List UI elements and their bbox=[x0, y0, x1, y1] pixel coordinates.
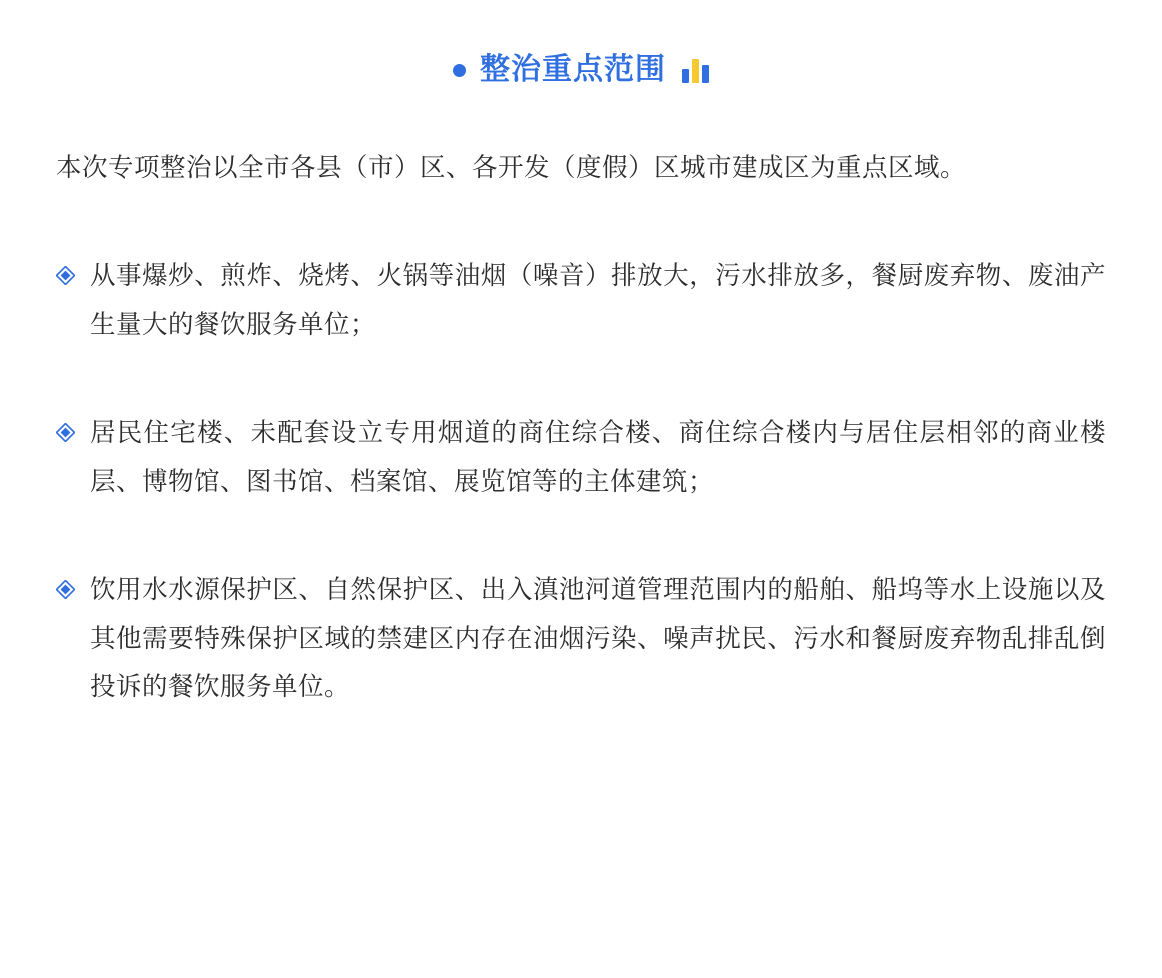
diamond-bullet-icon bbox=[56, 423, 75, 442]
list-item bbox=[56, 252, 1106, 349]
bar-chart-icon bbox=[682, 57, 709, 83]
dot-icon bbox=[453, 64, 466, 77]
intro-paragraph: 本次专项整治以全市各县（市）区、各开发（度假）区城市建成区为重点区域。 bbox=[56, 154, 967, 182]
page-title: 整治重点范围 bbox=[480, 53, 666, 86]
list-item-text: 饮用水水源保护区、自然保护区、出入滇池河道管理范围内的船舶、船坞等水上设施以及其他需要特殊保护区域的禁建区内存在油烟污染、噪声扰民、污水和餐厨废弃物乱排乱倒投诉的餐饮服务单位。 bbox=[90, 576, 1106, 702]
document-body bbox=[0, 144, 1162, 712]
list-item-text: 从事爆炒、煎炸、烧烤、火锅等油烟（噪音）排放大，污水排放多，餐厨废弃物、废油产生量大的餐饮服务单位； bbox=[90, 262, 1106, 339]
diamond-bullet-icon bbox=[56, 580, 75, 599]
section-heading bbox=[0, 0, 1162, 88]
list-item bbox=[56, 409, 1106, 506]
diamond-bullet-icon bbox=[56, 266, 75, 285]
list-item-text: 居民住宅楼、未配套设立专用烟道的商住综合楼、商住综合楼内与居住层相邻的商业楼层、博物馆、图书馆、档案馆、展览馆等的主体建筑； bbox=[90, 419, 1106, 496]
list-item bbox=[56, 566, 1106, 711]
